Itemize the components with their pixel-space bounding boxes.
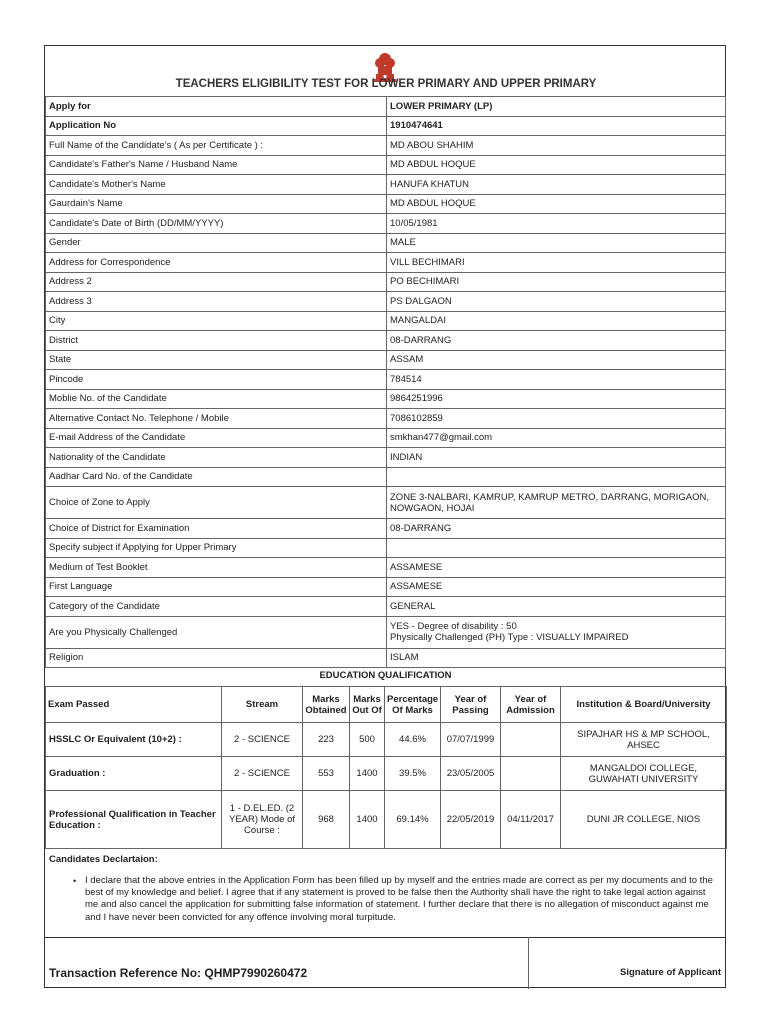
detail-row (46, 253, 726, 273)
detail-value (387, 467, 726, 487)
detail-value-text: PS DALGAON (390, 295, 452, 307)
detail-value (387, 350, 726, 370)
detail-value-text: INDIAN (390, 451, 423, 463)
education-cell: 04/11/2017 (501, 791, 561, 849)
education-cell: 1400 (350, 791, 385, 849)
detail-value (387, 175, 726, 195)
detail-value (387, 389, 726, 409)
education-row (46, 757, 727, 791)
footer-divider (528, 937, 529, 989)
detail-value (387, 616, 726, 648)
detail-value-text: MALE (390, 237, 416, 249)
detail-row (46, 409, 726, 429)
education-cell: Professional Qualification in Teacher Education : (46, 791, 222, 849)
detail-value-text: GENERAL (390, 600, 436, 612)
detail-value-text: PO BECHIMARI (390, 276, 460, 288)
detail-row (46, 616, 726, 648)
detail-value (387, 409, 726, 429)
detail-value (387, 448, 726, 468)
detail-row (46, 233, 726, 253)
detail-label: Apply for (46, 97, 387, 117)
declaration-text: I declare that the above entries in the Application Form has been filled up by myself and the entries made are correct as per my documents and to the best of my knowledge and belief. I agree that if any statement is proved to be false then the Authority shall have the right to take legal action against me and also cancel the application for submitting false information of statement. I further declare that there is no allegation of misconduct against me and I have never been convicted for any offence involving moral turpitude. (85, 875, 713, 923)
detail-label: District (46, 331, 387, 351)
detail-row (46, 97, 726, 117)
detail-label: Candidate's Date of Birth (DD/MM/YYYY) (46, 214, 387, 234)
detail-label: Full Name of the Candidate's ( As per Certificate ) : (46, 136, 387, 156)
detail-value (387, 519, 726, 539)
detail-value-text: 784514 (390, 373, 422, 385)
detail-label: Pincode (46, 370, 387, 390)
education-cell (501, 723, 561, 757)
education-cell: 2 - SCIENCE (222, 723, 303, 757)
education-cell: 07/07/1999 (441, 723, 501, 757)
education-cell: 500 (350, 723, 385, 757)
detail-value-text: MD ABOU SHAHIM (390, 139, 474, 151)
education-row (46, 791, 727, 849)
detail-value-text: 7086102859 (390, 412, 443, 424)
detail-label: Medium of Test Booklet (46, 558, 387, 578)
detail-value (387, 648, 726, 668)
education-cell: 223 (303, 723, 350, 757)
detail-label: Nationality of the Candidate (46, 448, 387, 468)
education-row (46, 723, 727, 757)
detail-label: E-mail Address of the Candidate (46, 428, 387, 448)
detail-value (387, 194, 726, 214)
detail-value-text: smkhan477@gmail.com (390, 432, 493, 444)
detail-row (46, 155, 726, 175)
detail-row (46, 214, 726, 234)
detail-label: State (46, 350, 387, 370)
education-heading: EDUCATION QUALIFICATION (45, 666, 726, 687)
detail-row (46, 577, 726, 597)
detail-value (387, 155, 726, 175)
form-title: TEACHERS ELIGIBILITY TEST FOR LOWER PRIMARY AND UPPER PRIMARY (175, 78, 597, 90)
detail-value-text: 1910474641 (390, 120, 443, 132)
detail-row (46, 597, 726, 617)
detail-value (387, 558, 726, 578)
education-column-header: Percentage Of Marks (385, 687, 441, 723)
declaration-title: Candidates Declartaion: (49, 854, 158, 865)
education-cell: 2 - SCIENCE (222, 757, 303, 791)
detail-row (46, 538, 726, 558)
bullet-icon: • (73, 876, 77, 886)
detail-row (46, 428, 726, 448)
detail-label: Category of the Candidate (46, 597, 387, 617)
detail-value-text: ASSAMESE (390, 561, 443, 573)
education-cell: 39.5% (385, 757, 441, 791)
detail-value-text: VILL BECHIMARI (390, 256, 465, 268)
detail-row (46, 116, 726, 136)
education-column-header: Marks Obtained (303, 687, 350, 723)
detail-value (387, 214, 726, 234)
detail-value-text: HANUFA KHATUN (390, 178, 470, 190)
education-cell: HSSLC Or Equivalent (10+2) : (46, 723, 222, 757)
education-cell: 22/05/2019 (441, 791, 501, 849)
detail-row (46, 311, 726, 331)
education-column-header: Stream (222, 687, 303, 723)
declaration-section (45, 849, 726, 938)
detail-label: Choice of District for Examination (46, 519, 387, 539)
detail-row (46, 272, 726, 292)
detail-row (46, 487, 726, 519)
detail-value-text: YES - Degree of disability : 50 (390, 621, 517, 632)
detail-value (387, 136, 726, 156)
education-cell: 553 (303, 757, 350, 791)
education-table (45, 686, 727, 849)
detail-row (46, 519, 726, 539)
detail-value-text: 08-DARRANG (390, 522, 452, 534)
education-cell: 23/05/2005 (441, 757, 501, 791)
detail-value-text: MANGALDAI (390, 315, 446, 327)
education-column-header: Institution & Board/University (561, 687, 727, 723)
transaction-reference: Transaction Reference No: QHMP7990260472 (49, 966, 308, 980)
detail-label: Candidate's Mother's Name (46, 175, 387, 195)
education-column-header: Year of Admission (501, 687, 561, 723)
detail-value-text: ASSAM (390, 354, 424, 366)
detail-value-text-2: Physically Challenged (PH) Type : VISUALLY IMPAIRED (390, 632, 629, 643)
detail-label: Choice of Zone to Apply (46, 487, 387, 519)
detail-value (387, 233, 726, 253)
signature-label: Signature of Applicant (620, 967, 721, 978)
education-cell: 1 - D.EL.ED. (2 YEAR) Mode of Course : (222, 791, 303, 849)
detail-row (46, 558, 726, 578)
detail-value-text: MD ABDUL HOQUE (390, 159, 476, 171)
detail-value (387, 370, 726, 390)
detail-row (46, 370, 726, 390)
detail-value-text: ASSAMESE (390, 581, 443, 593)
education-cell: 69.14% (385, 791, 441, 849)
detail-value-text: MD ABDUL HOQUE (390, 198, 476, 210)
education-column-header: Year of Passing (441, 687, 501, 723)
detail-value-text: 10/05/1981 (390, 217, 438, 229)
candidate-details-table (45, 96, 726, 668)
detail-value (387, 253, 726, 273)
detail-value (387, 538, 726, 558)
detail-row (46, 467, 726, 487)
detail-value-text: ISLAM (390, 652, 419, 664)
detail-value (387, 292, 726, 312)
education-column-header: Exam Passed (46, 687, 222, 723)
detail-label: Alternative Contact No. Telephone / Mobile (46, 409, 387, 429)
detail-row (46, 331, 726, 351)
detail-value (387, 577, 726, 597)
detail-label: Gaurdain's Name (46, 194, 387, 214)
detail-label: City (46, 311, 387, 331)
education-cell: 1400 (350, 757, 385, 791)
detail-value (387, 428, 726, 448)
detail-label: First Language (46, 577, 387, 597)
detail-row (46, 194, 726, 214)
detail-value-text: 08-DARRANG (390, 334, 452, 346)
detail-value-text: LOWER PRIMARY (LP) (390, 100, 493, 112)
detail-label: Are you Physically Challenged (46, 616, 387, 648)
detail-value (387, 487, 726, 519)
detail-value (387, 311, 726, 331)
detail-label: Specify subject if Applying for Upper Primary (46, 538, 387, 558)
detail-label: Candidate's Father's Name / Husband Name (46, 155, 387, 175)
detail-label: Address for Correspondence (46, 253, 387, 273)
detail-label: Aadhar Card No. of the Candidate (46, 467, 387, 487)
education-cell: 44.6% (385, 723, 441, 757)
detail-row (46, 448, 726, 468)
detail-row (46, 389, 726, 409)
education-cell: MANGALDOI COLLEGE, GUWAHATI UNIVERSITY (561, 757, 727, 791)
detail-value (387, 272, 726, 292)
detail-value (387, 97, 726, 117)
education-cell: SIPAJHAR HS & MP SCHOOL, AHSEC (561, 723, 727, 757)
education-cell: Graduation : (46, 757, 222, 791)
detail-value-text: 9864251996 (390, 393, 443, 405)
education-cell: DUNI JR COLLEGE, NIOS (561, 791, 727, 849)
detail-label: Religion (46, 648, 387, 668)
detail-row (46, 350, 726, 370)
detail-row (46, 136, 726, 156)
detail-value (387, 331, 726, 351)
detail-label: Address 3 (46, 292, 387, 312)
education-cell (501, 757, 561, 791)
detail-value (387, 597, 726, 617)
detail-value (387, 116, 726, 136)
detail-label: Moblie No. of the Candidate (46, 389, 387, 409)
detail-label: Address 2 (46, 272, 387, 292)
detail-row (46, 292, 726, 312)
detail-label: Gender (46, 233, 387, 253)
detail-row (46, 175, 726, 195)
detail-value-text: ZONE 3-NALBARI, KAMRUP, KAMRUP METRO, DARRANG, MORIGAON, NOWGAON, HOJAI (390, 491, 710, 514)
application-form (44, 45, 726, 988)
education-cell: 968 (303, 791, 350, 849)
detail-label: Application No (46, 116, 387, 136)
detail-row (46, 648, 726, 668)
education-column-header: Marks Out Of (350, 687, 385, 723)
